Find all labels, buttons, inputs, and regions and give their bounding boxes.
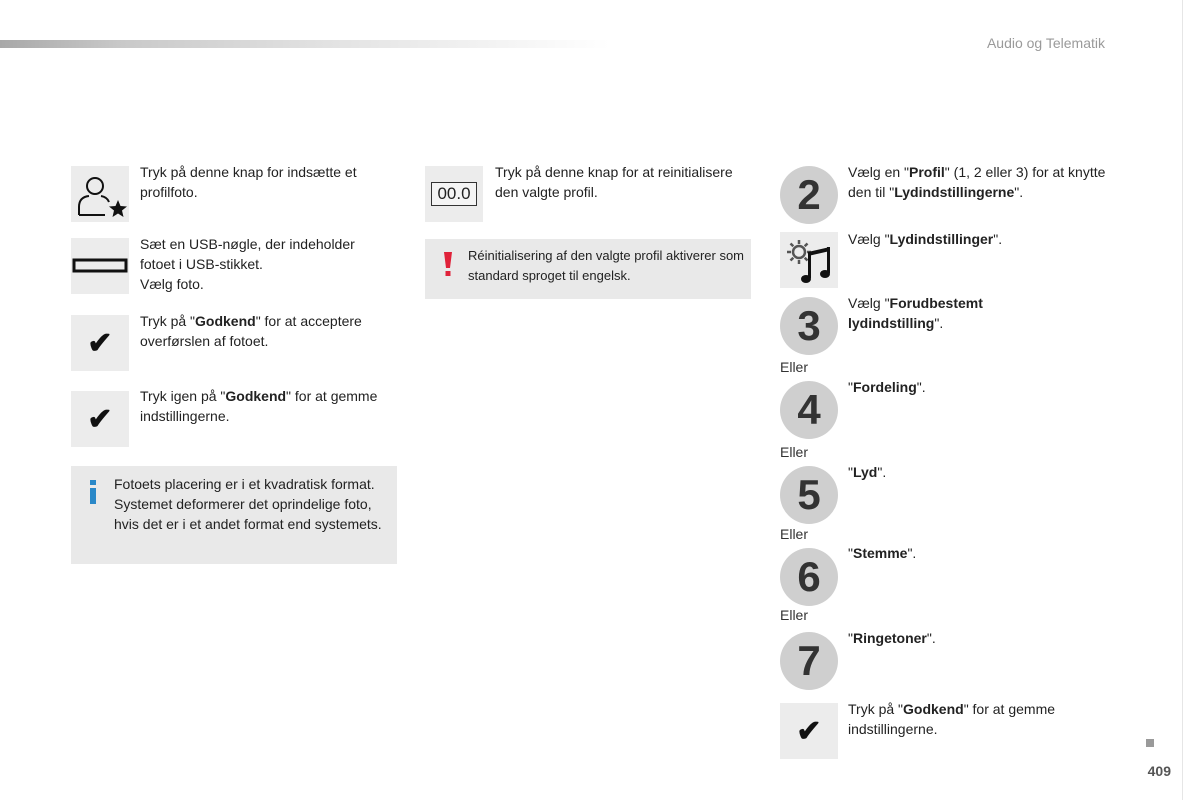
info-note-box — [71, 466, 397, 564]
reset-display-label: 00.0 — [431, 182, 476, 206]
exclamation-icon — [444, 252, 452, 276]
or-label: Eller — [780, 359, 809, 375]
reset-profile-button[interactable] — [425, 166, 483, 222]
confirm-sound-button[interactable] — [780, 703, 838, 759]
step-2-text: Vælg en "Profil" (1, 2 eller 3) for at knytte den til "Lydindstillingerne". — [848, 164, 1106, 200]
checkmark-icon: ✔ — [87, 326, 113, 360]
step-6-text: "Stemme". — [848, 545, 917, 561]
step-number-2: 2 — [780, 166, 838, 224]
profile-star-icon — [71, 166, 129, 222]
step-4-text: "Fordeling". — [848, 379, 926, 395]
header-gradient-bar — [0, 40, 610, 48]
page-marker — [1146, 739, 1154, 747]
step-3-text: Vælg "Forudbestemt lydindstilling". — [848, 295, 983, 331]
info-icon — [87, 480, 99, 504]
step-5-text: "Lyd". — [848, 464, 887, 480]
or-label: Eller — [780, 444, 809, 460]
step-number-7: 7 — [780, 632, 838, 690]
section-title: Audio og Telematik — [986, 35, 1105, 51]
page-number: 409 — [1147, 763, 1171, 779]
confirm-photo-text: Tryk på "Godkend" for at acceptere overførslen af fotoet. — [140, 313, 362, 349]
warning-note-box — [425, 239, 751, 299]
usb-slot-icon — [71, 238, 129, 294]
step-number-3: 3 — [780, 297, 838, 355]
step-number-6: 6 — [780, 548, 838, 606]
step-number-4: 4 — [780, 381, 838, 439]
or-label: Eller — [780, 607, 809, 623]
confirm-photo-button[interactable] — [71, 315, 129, 371]
profile-photo-button[interactable] — [71, 166, 129, 222]
page-edge-line — [1182, 0, 1183, 800]
usb-line-3: Vælg foto. — [140, 276, 204, 292]
warning-note-text: Réinitialisering af den valgte profil aktiverer som standard sproget til engelsk. — [468, 248, 745, 283]
profile-photo-text: Tryk på denne knap for indsætte et profilfoto. — [140, 164, 357, 200]
checkmark-icon: ✔ — [87, 402, 113, 436]
usb-line-1: Sæt en USB-nøgle, der indeholder — [140, 236, 355, 252]
confirm-sound-text: Tryk på "Godkend" for at gemme indstillingerne. — [848, 701, 1056, 737]
save-settings-text: Tryk igen på "Godkend" for at gemme indstillingerne. — [140, 388, 378, 424]
sound-settings-text: Vælg "Lydindstillinger". — [848, 231, 1003, 247]
checkmark-icon: ✔ — [796, 714, 822, 748]
usb-icon-box — [71, 238, 129, 294]
usb-line-2: fotoet i USB-stikket. — [140, 256, 263, 272]
sound-settings-button[interactable] — [780, 232, 838, 288]
save-settings-button[interactable] — [71, 391, 129, 447]
usb-instruction-text — [140, 234, 400, 294]
or-label: Eller — [780, 526, 809, 542]
step-7-text: "Ringetoner". — [848, 630, 936, 646]
gear-music-icon — [780, 232, 838, 288]
reset-profile-text: Tryk på denne knap for at reinitialisere den valgte profil. — [495, 164, 733, 200]
info-note-text: Fotoets placering er i et kvadratisk format. Systemet deformerer det oprindelige foto, hvis det er i et andet format end systemets. — [114, 476, 382, 532]
step-number-5: 5 — [780, 466, 838, 524]
